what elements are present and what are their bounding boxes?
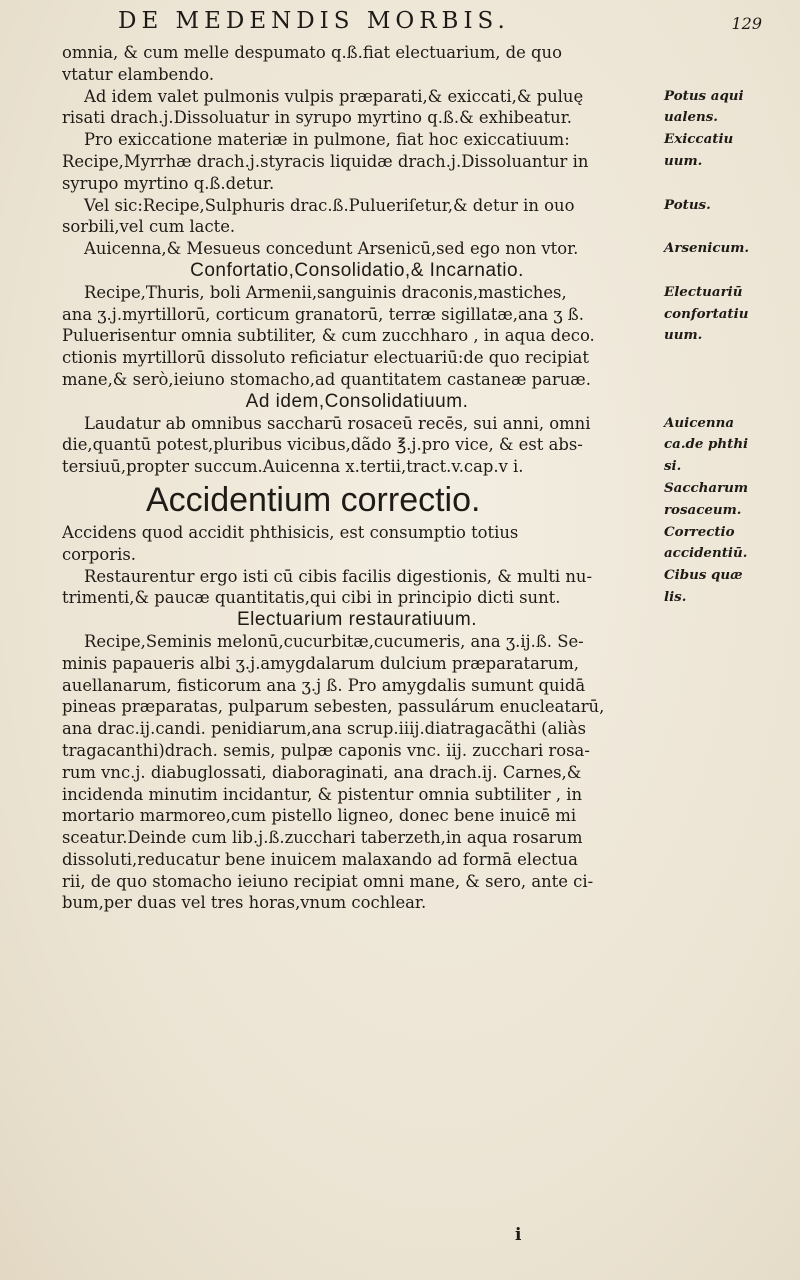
text-line: Puluerisentur omnia subtiliter, & cum zucchharo , in aqua deco. bbox=[62, 326, 595, 346]
margin-note: uum. bbox=[664, 152, 703, 169]
text-line: Accidens quod accidit phthisicis, est consumptio totius bbox=[62, 522, 519, 542]
margin-spacer bbox=[664, 64, 796, 86]
text-line: dissoluti,reducatur bene inuicem malaxando ad formā electua bbox=[62, 849, 578, 869]
text-line: Recipe,Myrrhæ drach.j.styracis liquidæ drach.j.Dissoluantur in bbox=[62, 151, 589, 171]
text-line: Recipe,Thuris, boli Armenii,sanguinis draconis,mastiches, bbox=[84, 282, 567, 302]
text-line: pineas præparatas, pulparum sebesten, passulárum enucleatarū, bbox=[62, 697, 605, 717]
text-line: ctionis myrtillorū dissoluto reficiatur electuariū:de quo recipiat bbox=[62, 348, 589, 368]
margin-note: Arsenicum. bbox=[664, 240, 750, 257]
margin-note: ca.de phthi bbox=[664, 436, 749, 453]
chapter-heading: Accidentium correctio. bbox=[146, 480, 481, 519]
text-line: auellanarum, fisticorum ana ʒ.j ß. Pro amygdalis sumunt quidā bbox=[62, 675, 586, 695]
margin-spacer bbox=[664, 42, 796, 64]
section-heading: Ad idem,Consolidatiuum. bbox=[245, 390, 469, 412]
margin-note: Potus. bbox=[664, 196, 711, 213]
running-header bbox=[118, 6, 768, 40]
margin-note: si. bbox=[664, 458, 682, 475]
section-heading: Confortatio,Consolidatio,& Incarnatio. bbox=[190, 259, 524, 281]
margin-note: Cibus quæ bbox=[664, 567, 743, 584]
section-heading: Electuarium restauratiuum. bbox=[236, 609, 478, 631]
margin-spacer bbox=[664, 391, 796, 413]
text-line: mortario marmoreo,cum pistello ligneo, donec bene inuicē mi bbox=[62, 806, 577, 826]
margin-note: Correctio bbox=[664, 523, 735, 540]
margin-note: confortatiu bbox=[664, 305, 749, 322]
text-line: Pro exiccatione materiæ in pulmone, fiat hoc exiccatiuum: bbox=[84, 130, 570, 150]
margin-note: Saccharum bbox=[664, 479, 749, 496]
text-line: Vel sic:Recipe,Sulphuris drac.ß.Pulueriſetur,& detur in ouo bbox=[84, 195, 575, 215]
text-line: syrupo myrtino q.ß.detur. bbox=[62, 173, 275, 193]
text-line: Laudatur ab omnibus saccharū rosaceū recēs, sui anni, omni bbox=[84, 413, 591, 433]
text-line: tersiuū,propter succum.Auicenna x.tertii,tract.v.cap.v i. bbox=[62, 457, 524, 477]
signature-mark: i bbox=[515, 1225, 522, 1245]
margin-note: Exiccatiu bbox=[664, 131, 734, 148]
text-line: ana ʒ.j.myrtillorū, corticum granatorū, terræ sigillatæ,ana ʒ ß. bbox=[62, 304, 584, 324]
margin-spacer bbox=[664, 369, 796, 391]
text-line: corporis. bbox=[62, 544, 136, 564]
text-line: Restaurentur ergo isti cū cibis facilis digestionis, & multi nu- bbox=[84, 566, 593, 586]
text-line: rii, de quo stomacho ieiuno recipiat omni mane, & sero, ante ci- bbox=[62, 871, 594, 891]
text-line: omnia, & cum melle despumato q.ß.fiat electuarium, de quo bbox=[62, 43, 562, 62]
main-text-column bbox=[62, 42, 652, 914]
margin-note: rosaceum. bbox=[664, 501, 742, 518]
text-line: Recipe,Seminis melonū,cucurbitæ,cucumeris, ana ʒ.ij.ß. Se- bbox=[84, 631, 584, 651]
margin-note: ualens. bbox=[664, 109, 718, 126]
margin-spacer bbox=[664, 347, 796, 369]
margin-spacer bbox=[664, 173, 796, 195]
text-line: trimenti,& paucæ quantitatis,qui cibi in principio dicti sunt. bbox=[62, 588, 561, 608]
text-line: incidenda minutim incidantur, & pistentur omnia subtiliter , in bbox=[62, 784, 583, 804]
text-line: Auicenna,& Mesueus concedunt Arsenicū,sed ego non vtor. bbox=[84, 239, 579, 259]
margin-note: Potus aqui bbox=[664, 87, 744, 104]
page-number: 129 bbox=[731, 14, 762, 33]
text-line: rum vnc.j. diabuglossati, diaboraginati, ana drach.ij. Carnes,& bbox=[62, 762, 582, 782]
text-line: ana drac.ij.candi. penidiarum,ana scrup.iiij.diatragacãthi (aliàs bbox=[62, 719, 586, 739]
margin-note: Electuariū bbox=[664, 283, 743, 300]
text-line: mane,& serò,ieiuno stomacho,ad quantitatem castaneæ paruæ. bbox=[62, 369, 591, 389]
text-line: sorbili,vel cum lacte. bbox=[62, 217, 236, 237]
text-line: risati drach.j.Dissoluatur in syrupo myrtino q.ß.& exhibeatur. bbox=[62, 108, 572, 128]
text-line: sceatur.Deinde cum lib.j.ß.zucchari taberzeth,in aqua rosarum bbox=[62, 828, 583, 848]
running-title: DE MEDENDIS MORBIS. bbox=[118, 8, 510, 34]
text-line: Ad idem valet pulmonis vulpis præparati,& exiccati,& puluę bbox=[84, 86, 584, 106]
text-line: tragacanthi)drach. semis, pulpæ caponis vnc. iij. zucchari rosa- bbox=[62, 740, 590, 760]
margin-note: uum. bbox=[664, 327, 703, 344]
text-line: vtatur elambendo. bbox=[62, 64, 215, 84]
margin-spacer bbox=[664, 216, 796, 238]
text-line: bum,per duas vel tres horas,vnum cochlear. bbox=[62, 893, 427, 913]
margin-note: accidentiū. bbox=[664, 545, 748, 562]
margin-note: lis. bbox=[664, 588, 687, 605]
margin-spacer bbox=[664, 260, 796, 282]
text-line: die,quantū potest,pluribus vicibus,dãdo ℥.j.pro vice, & est abs- bbox=[62, 435, 583, 455]
text-line: minis papaueris albi ʒ.j.amygdalarum dulcium præparatarum, bbox=[62, 653, 580, 673]
marginal-notes bbox=[664, 42, 796, 609]
margin-note: Auicenna bbox=[664, 414, 735, 431]
